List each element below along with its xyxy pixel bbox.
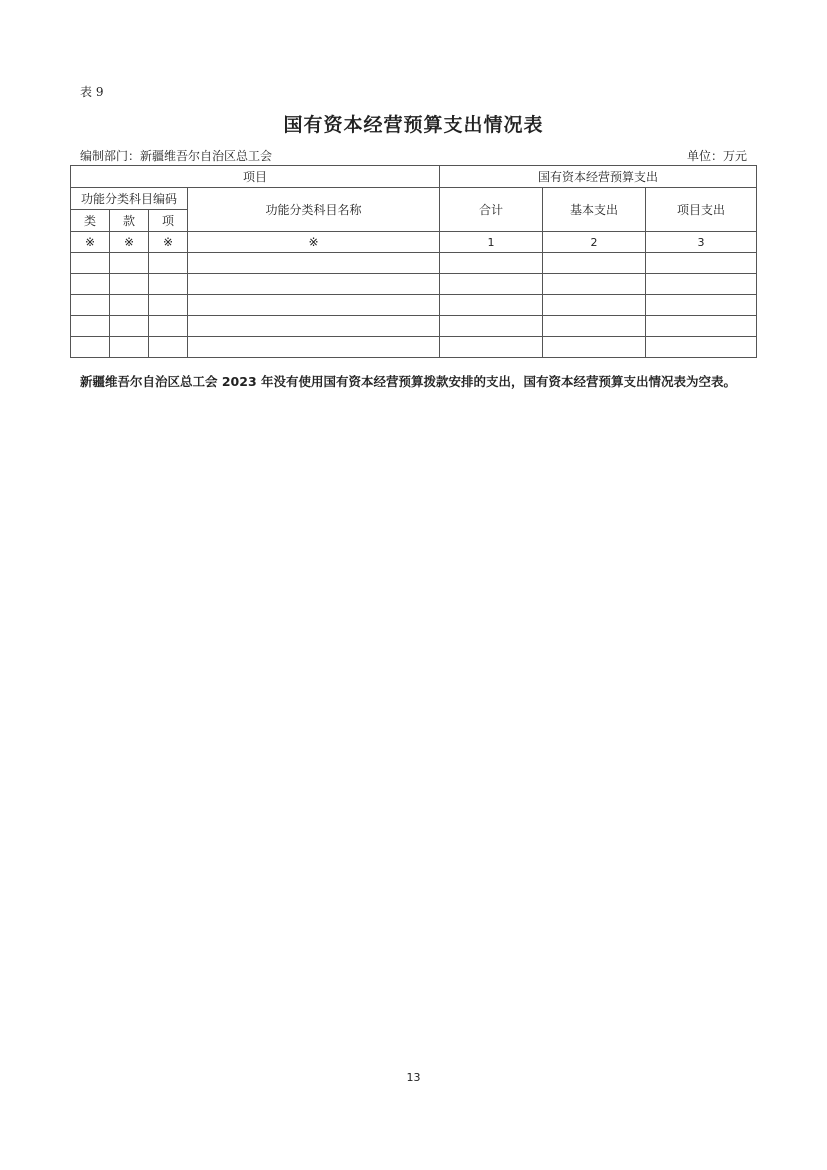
table-row <box>71 316 757 337</box>
table-subheader-row <box>71 188 757 210</box>
table-cell <box>71 295 110 316</box>
table-cell <box>149 316 188 337</box>
table-cell <box>440 274 543 295</box>
table-cell <box>188 295 440 316</box>
table-row <box>71 337 757 358</box>
table-cell <box>543 337 646 358</box>
table-cell <box>543 316 646 337</box>
header-code: 功能分类科目编码 <box>71 188 188 210</box>
header-item-code: 项 <box>149 210 188 232</box>
table-cell <box>149 274 188 295</box>
table-cell <box>646 295 757 316</box>
table-cell <box>543 295 646 316</box>
table-cell <box>543 274 646 295</box>
table-cell <box>110 295 149 316</box>
header-budget-expenditure: 国有资本经营预算支出 <box>440 166 757 188</box>
index-cell: 1 <box>440 232 543 253</box>
table-cell <box>110 274 149 295</box>
table-cell <box>440 253 543 274</box>
table-cell <box>71 337 110 358</box>
table-cell <box>646 337 757 358</box>
table-cell <box>71 316 110 337</box>
header-subject-name: 功能分类科目名称 <box>188 188 440 232</box>
empty-table-note: 新疆维吾尔自治区总工会 2023 年没有使用国有资本经营预算拨款安排的支出，国有资本经营预算支出情况表为空表。 <box>80 374 736 389</box>
table-cell <box>646 274 757 295</box>
table-row <box>71 274 757 295</box>
table-cell <box>110 316 149 337</box>
index-cell: ※ <box>71 232 110 253</box>
table-cell <box>149 295 188 316</box>
table-cell <box>71 274 110 295</box>
header-basic-expenditure: 基本支出 <box>543 188 646 232</box>
table-row <box>71 253 757 274</box>
table-index-row <box>71 232 757 253</box>
unit-label: 单位：万元 <box>686 149 747 163</box>
header-total: 合计 <box>440 188 543 232</box>
compiler-label: 编制部门：新疆维吾尔自治区总工会 <box>80 149 273 163</box>
table-cell <box>440 295 543 316</box>
table-cell <box>188 316 440 337</box>
index-cell: ※ <box>188 232 440 253</box>
table-cell <box>440 337 543 358</box>
page-title: 国有资本经营预算支出情况表 <box>283 114 544 136</box>
index-cell: ※ <box>110 232 149 253</box>
table-cell <box>646 316 757 337</box>
table-cell <box>188 274 440 295</box>
header-class: 类 <box>71 210 110 232</box>
table-header-row <box>71 166 757 188</box>
table-cell <box>440 316 543 337</box>
table-cell <box>646 253 757 274</box>
header-project-expenditure: 项目支出 <box>646 188 757 232</box>
budget-table <box>70 165 757 358</box>
table-cell <box>188 337 440 358</box>
table-row <box>71 295 757 316</box>
table-cell <box>110 337 149 358</box>
index-cell: ※ <box>149 232 188 253</box>
table-cell <box>149 253 188 274</box>
header-item: 项目 <box>71 166 440 188</box>
table-cell <box>149 337 188 358</box>
table-label: 表 9 <box>80 85 104 99</box>
table-cell <box>543 253 646 274</box>
meta-row <box>80 147 747 163</box>
page-number: 13 <box>406 1071 421 1084</box>
table-cell <box>188 253 440 274</box>
table-cell <box>71 253 110 274</box>
index-cell: 2 <box>543 232 646 253</box>
index-cell: 3 <box>646 232 757 253</box>
header-section: 款 <box>110 210 149 232</box>
table-cell <box>110 253 149 274</box>
